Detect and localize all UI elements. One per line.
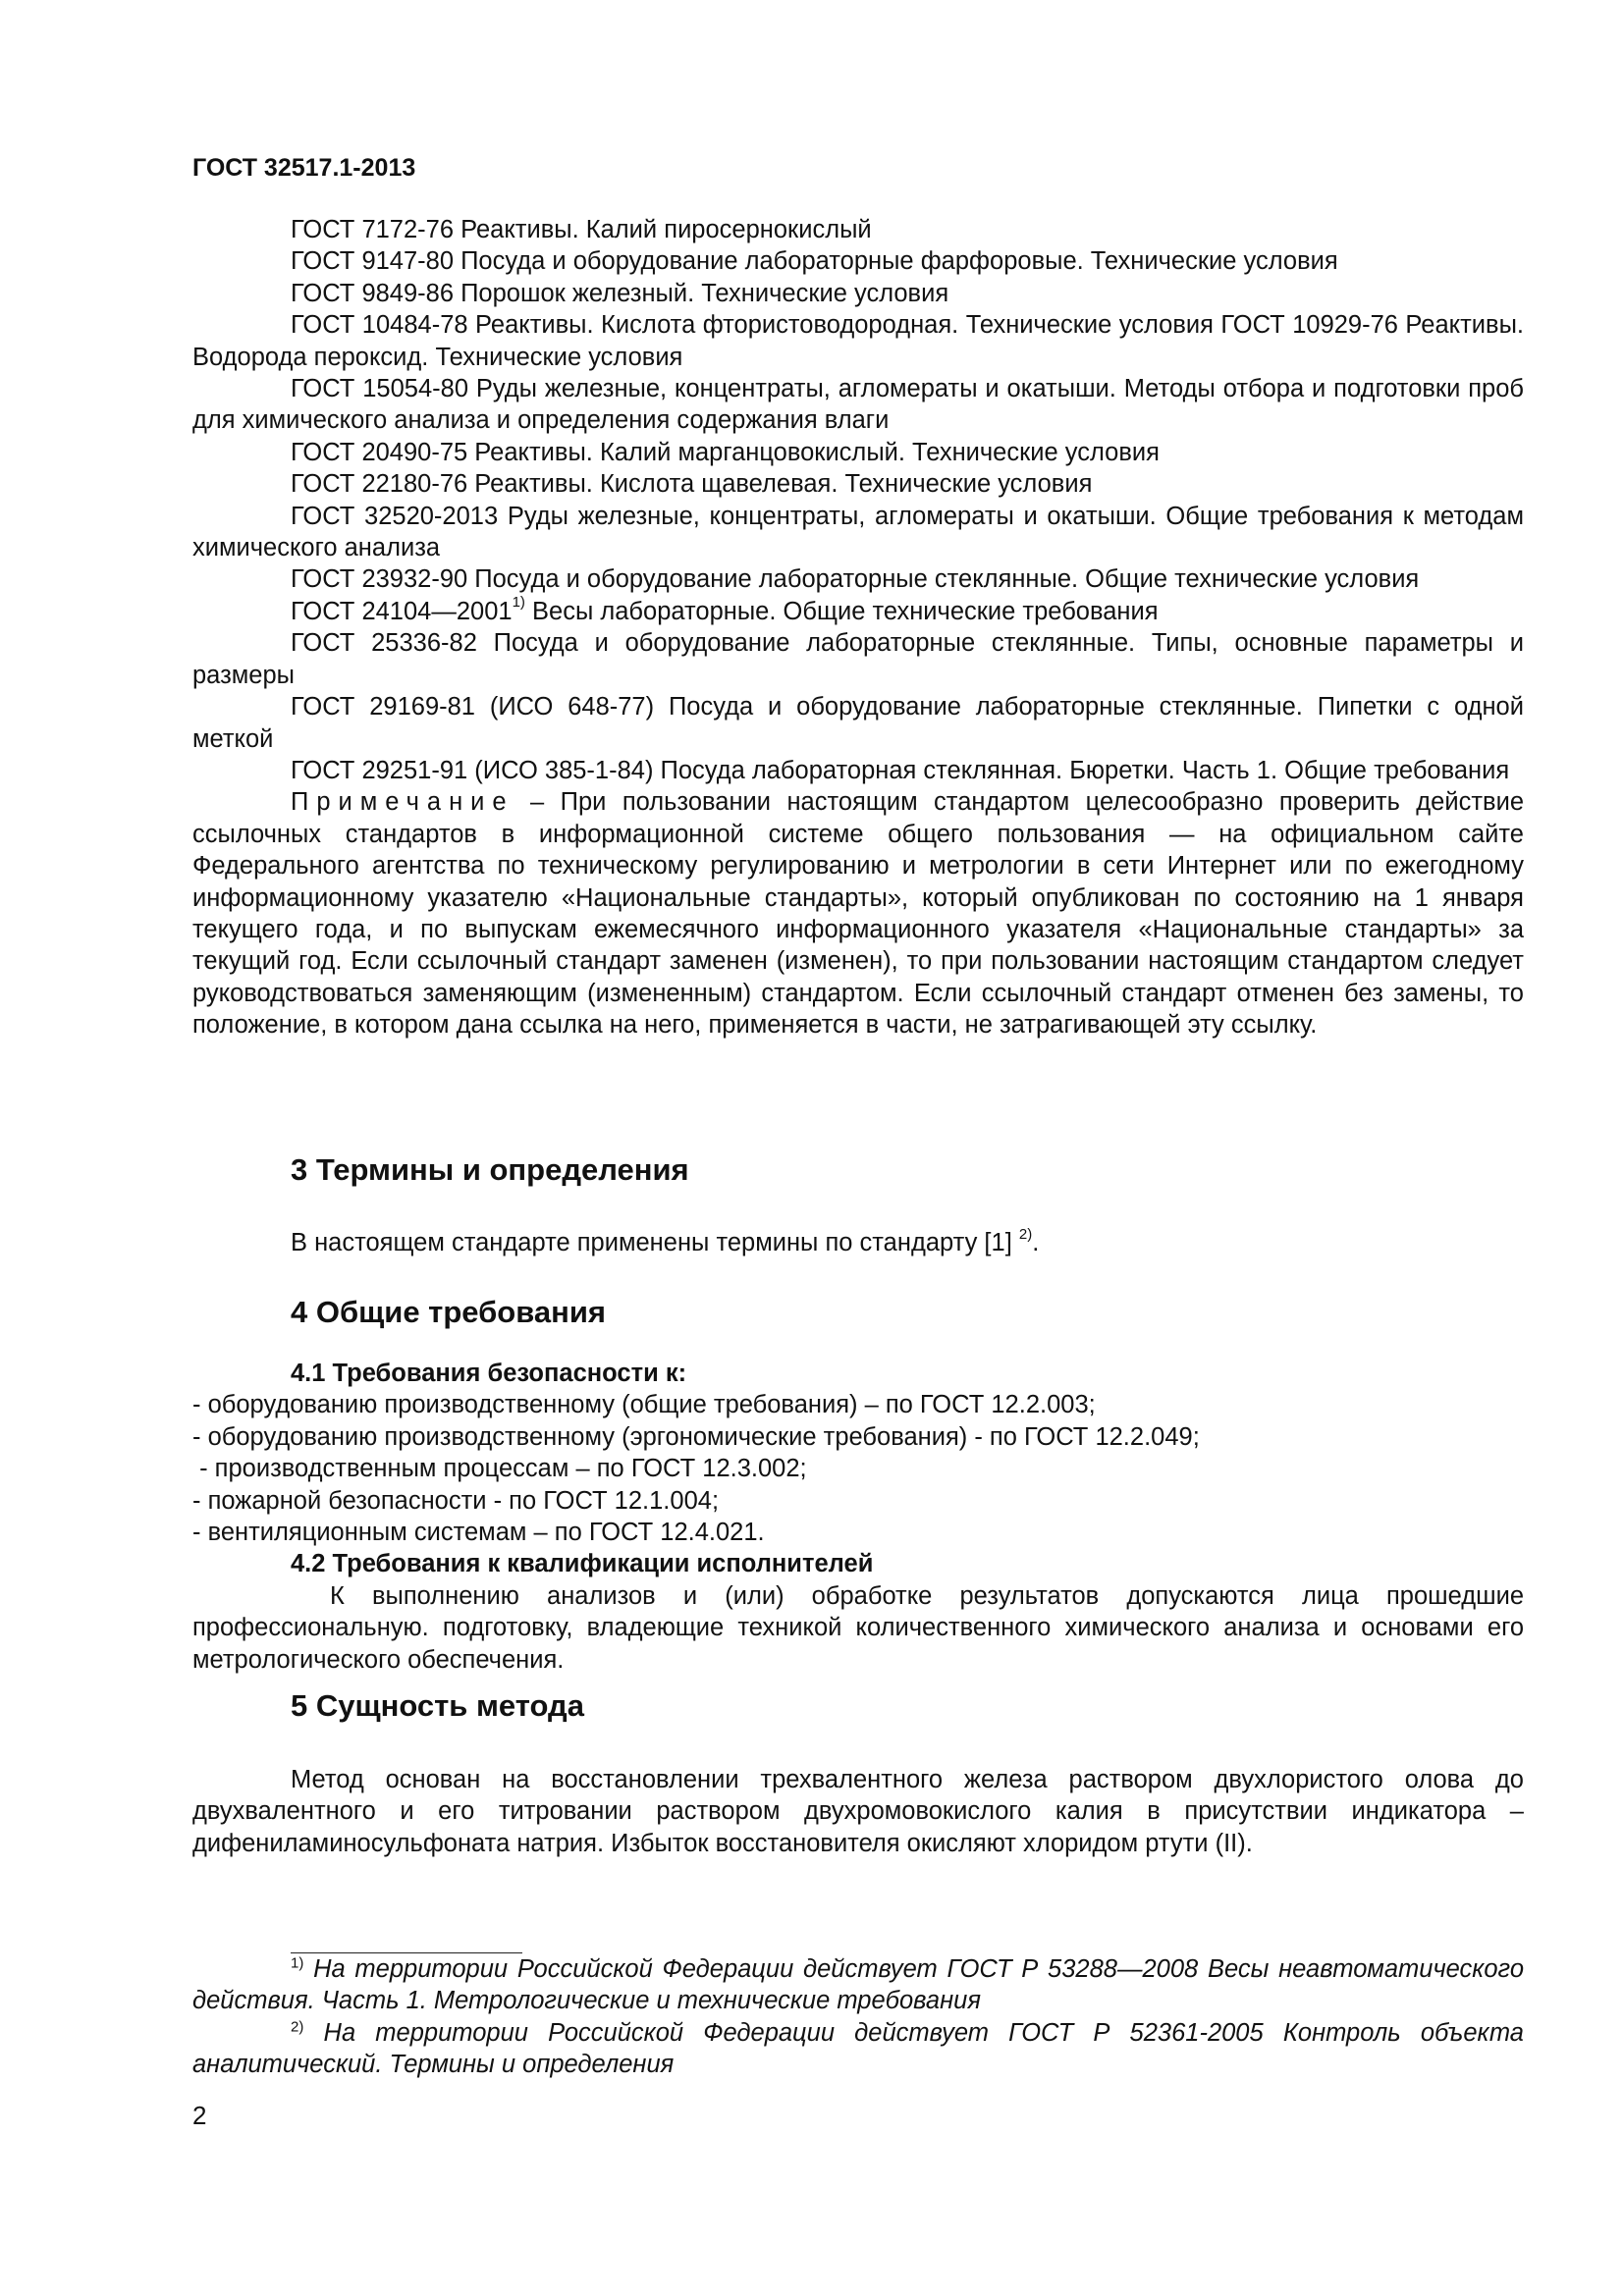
subsection-4-1-title: 4.1 Требования безопасности к: bbox=[291, 1360, 687, 1387]
footnote-mark: 2) bbox=[291, 2018, 304, 2036]
section-4-body bbox=[192, 1358, 1524, 1676]
footnote-ref: 1) bbox=[512, 594, 525, 612]
footnotes bbox=[192, 1953, 1524, 2081]
list-item: - оборудованию производственному (общие требования) – по ГОСТ 12.2.003; bbox=[192, 1391, 1096, 1419]
list-item: - пожарной безопасности - по ГОСТ 12.1.004; bbox=[192, 1486, 720, 1515]
note-paragraph bbox=[192, 786, 1524, 1041]
subsection-4-2-title: 4.2 Требования к квалификации исполнителей bbox=[291, 1550, 874, 1578]
footnote-item bbox=[192, 1953, 1524, 2017]
list-item: - вентиляционным системам – по ГОСТ 12.4.021. bbox=[192, 1519, 765, 1547]
reference-item: ГОСТ 9147-80 Посуда и оборудование лабораторные фарфоровые. Технические условия bbox=[291, 247, 1338, 276]
reference-item: ГОСТ 7172-76 Реактивы. Калий пиросернокислый bbox=[291, 216, 872, 243]
reference-item: ГОСТ 15054-80 Руды железные, концентраты, агломераты и окатыши. Методы отбора и подготовки проб для химического анализа и определения содержания влаги bbox=[192, 375, 1524, 435]
reference-code: ГОСТ 24104—2001 bbox=[291, 597, 513, 625]
section-5-text: Метод основан на восстановлении трехвалентного железа раствором двухлористого олова до двухвалентного и его титровании раствором двухромовокислого калия в присутствии индикатора – дифениламиносульфоната натрия. Избыток восстановителя окисляют хлоридом ртути (II). bbox=[192, 1766, 1524, 1857]
list-item: - оборудованию производственному (эргономические требования) - по ГОСТ 12.2.049; bbox=[192, 1422, 1200, 1451]
reference-item: ГОСТ 32520-2013 Руды железные, концентраты, агломераты и окатыши. Общие требования к методам химического анализа bbox=[192, 502, 1524, 562]
reference-item: ГОСТ 23932-90 Посуда и оборудование лабораторные стеклянные. Общие технические условия bbox=[291, 565, 1420, 594]
footnote-text: На территории Российской Федерации действует ГОСТ Р 53288—2008 Весы неавтоматического действия. Часть 1. Метрологические и технические требования bbox=[192, 1955, 1524, 2015]
list-item: - производственным процессам – по ГОСТ 12.3.002; bbox=[192, 1455, 807, 1483]
section-3-text bbox=[192, 1227, 1524, 1258]
footnote-text: На территории Российской Федерации действует ГОСТ Р 52361-2005 Контроль объекта аналитический. Термины и определения bbox=[192, 2018, 1524, 2079]
reference-item: ГОСТ 25336-82 Посуда и оборудование лабораторные стеклянные. Типы, основные параметры и размеры bbox=[192, 629, 1524, 689]
reference-item: ГОСТ 29251-91 (ИСО 385-1-84) Посуда лабораторная стеклянная. Бюретки. Часть 1. Общие требования bbox=[291, 756, 1510, 784]
note-label: Примечание bbox=[291, 788, 514, 817]
footnote-mark: 1) bbox=[291, 1954, 304, 1972]
terms-sentence: В настоящем стандарте применены термины по стандарту [1] bbox=[291, 1229, 1019, 1256]
reference-item: ГОСТ 22180-76 Реактивы. Кислота щавелевая. Технические условия bbox=[291, 470, 1093, 499]
reference-item: ГОСТ 29169-81 (ИСО 648-77) Посуда и оборудование лабораторные стеклянные. Пипетки с одной меткой bbox=[192, 693, 1524, 753]
section-3-title: 3 Термины и определения bbox=[291, 1152, 689, 1187]
section-5-body bbox=[192, 1764, 1524, 1859]
page-number: 2 bbox=[192, 2101, 207, 2130]
references-list bbox=[192, 214, 1524, 1041]
footnote-ref: 2) bbox=[1018, 1225, 1033, 1243]
section-4-title: 4 Общие требования bbox=[291, 1295, 606, 1329]
footnote-item bbox=[192, 2017, 1524, 2081]
reference-item: ГОСТ 9849-86 Порошок железный. Технические условия bbox=[291, 279, 949, 307]
section-5-title: 5 Сущность метода bbox=[291, 1688, 584, 1723]
sentence-end: . bbox=[1032, 1229, 1040, 1256]
reference-title: Весы лабораторные. Общие технические требования bbox=[524, 597, 1159, 625]
standard-code: ГОСТ 32517.1-2013 bbox=[192, 154, 416, 182]
reference-item: ГОСТ 20490-75 Реактивы. Калий марганцовокислый. Технические условия bbox=[291, 438, 1160, 466]
reference-item: ГОСТ 10484-78 Реактивы. Кислота фтористоводородная. Технические условия ГОСТ 10929-76 Реактивы. Водорода пероксид. Технические условия bbox=[192, 311, 1524, 371]
reference-item bbox=[192, 596, 1524, 627]
note-text: – При пользовании настоящим стандартом целесообразно проверить действие ссылочных стандартов в информационной системе общего пользования — на официальном сайте Федерального агентства по техническому регулированию и метрологии в сети Интернет или по ежегодному информационному указателю «Национальные стандарты», который опубликован по состоянию на 1 января текущего года, и по выпускам ежемесячного информационного указателя «Национальные стандарты» за текущий год. Если ссылочный стандарт заменен (изменен), то при пользовании настоящим стандартом следует руководствоваться заменяющим (измененным) стандартом. Если ссылочный стандарт отменен без замены, то положение, в котором дана ссылка на него, применяется в части, не затрагивающей эту ссылку. bbox=[192, 788, 1524, 1040]
section-3-body bbox=[192, 1227, 1524, 1258]
subsection-4-2-text: К выполнению анализов и (или) обработке результатов допускаются лица прошедшие профессиональную. подготовку, владеющие техникой количественного химического анализа и основами его метрологического обеспечения. bbox=[192, 1581, 1524, 1674]
